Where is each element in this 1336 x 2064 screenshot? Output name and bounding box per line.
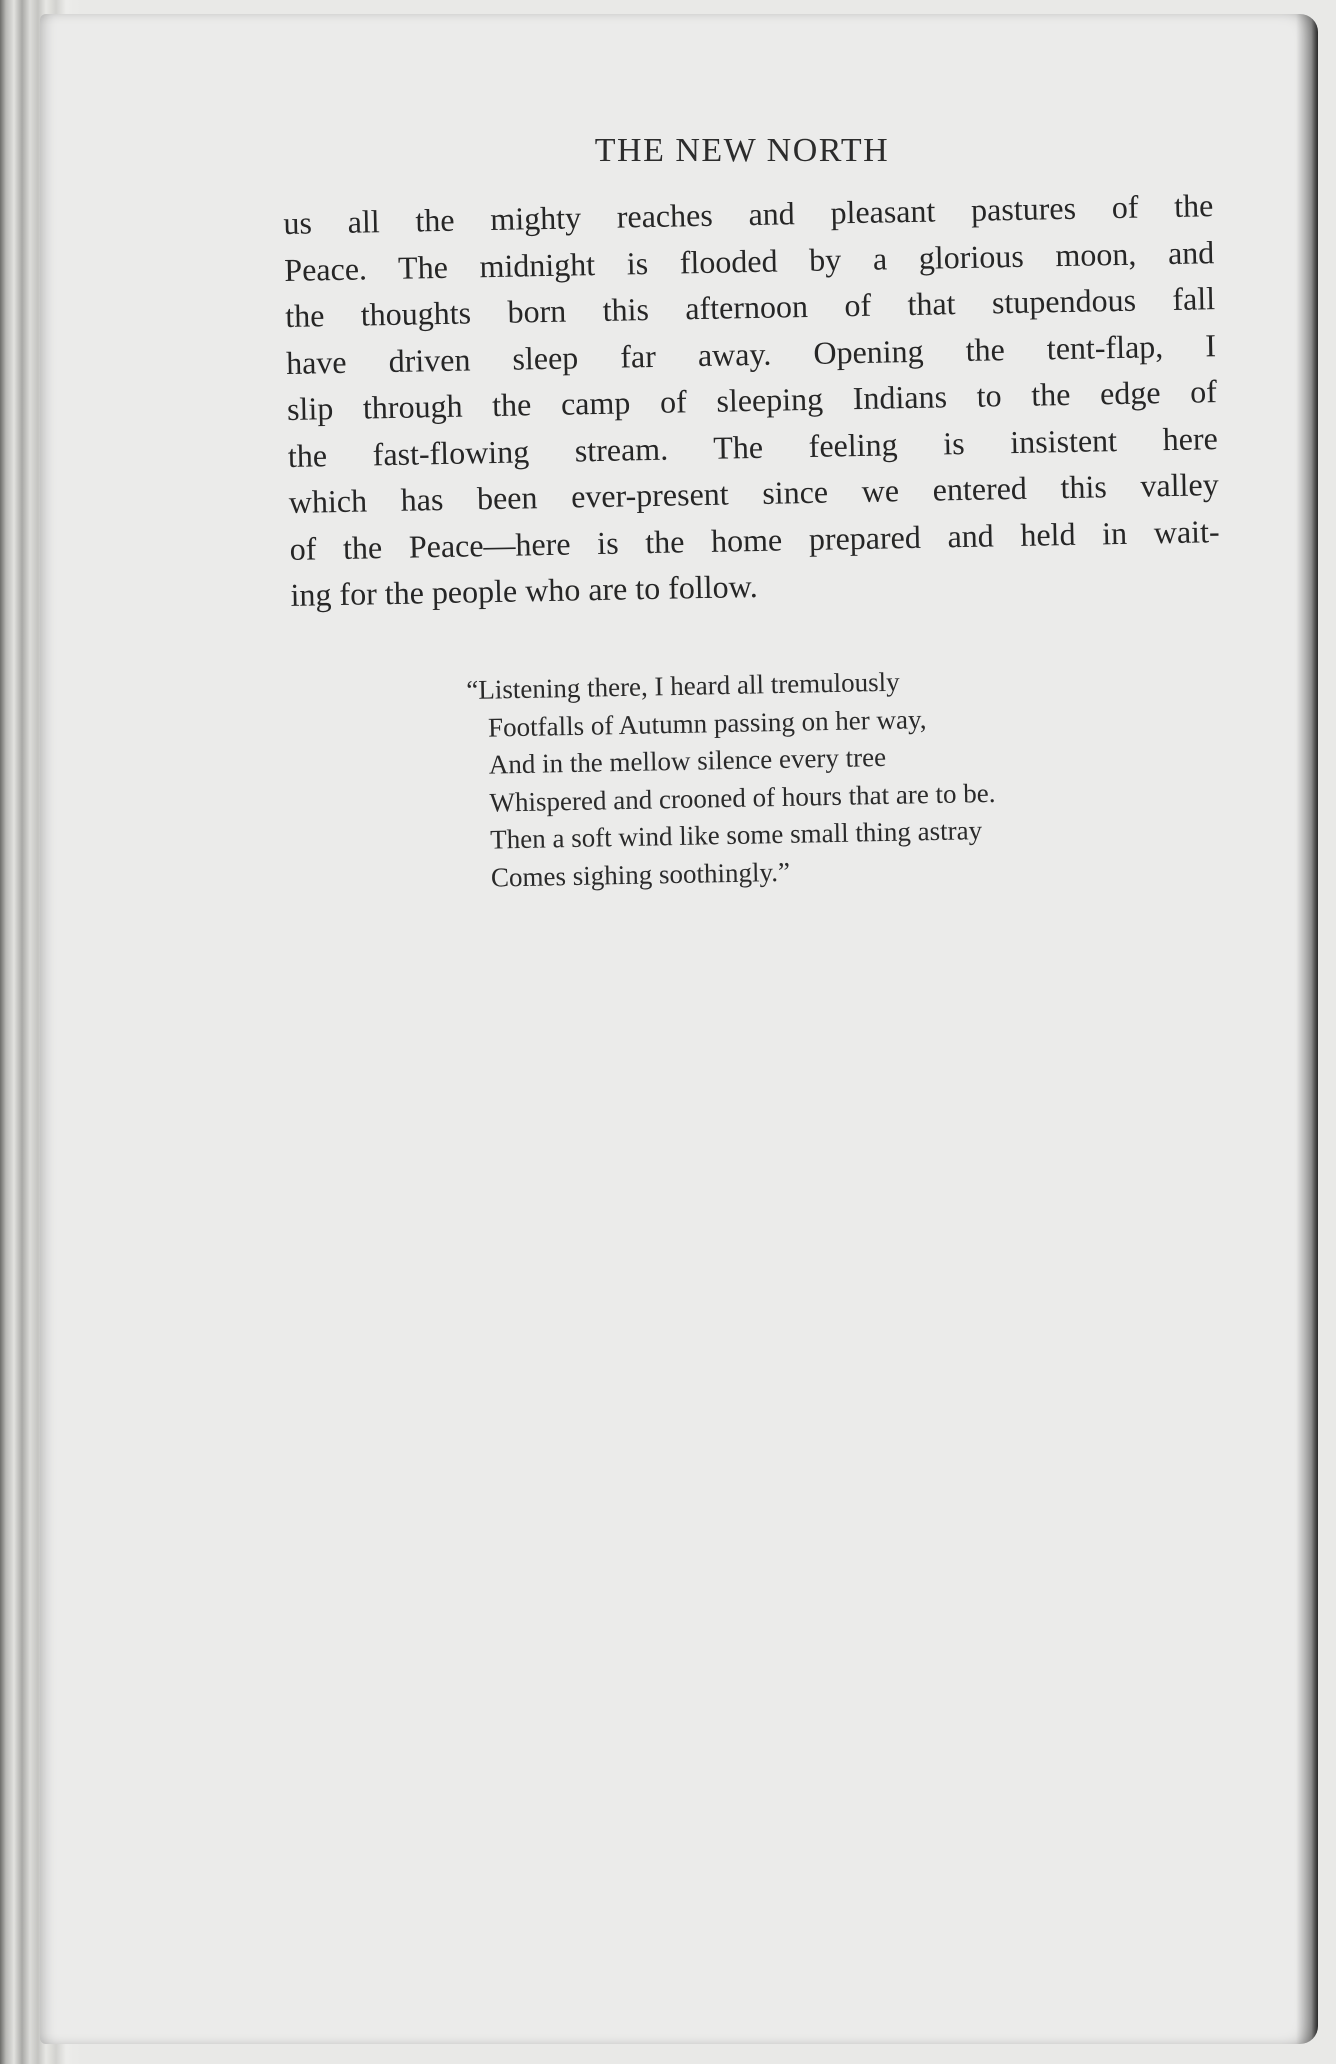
paragraph-line: Peace. The midnight is flooded by a glorious moon, and xyxy=(283,233,1215,288)
paragraph-line: the thoughts born this afternoon of that stupendous fall xyxy=(284,280,1216,334)
running-head: THE NEW NORTH xyxy=(594,132,890,169)
verse-quotation xyxy=(466,662,997,898)
paragraph-line: ing for the people who are to follow. xyxy=(290,567,758,613)
verse-line: Footfalls of Autumn passing on her way, xyxy=(487,703,927,743)
verse-line: Whispered and crooned of hours that are to be. xyxy=(489,777,996,818)
paragraph-line: of the Peace—here is the home prepared and held in wait- xyxy=(289,512,1220,567)
paragraph-line: which has been ever-present since we entered this valley xyxy=(288,466,1219,520)
verse-line: “Listening there, I heard all tremulously xyxy=(466,666,900,705)
book-page xyxy=(40,14,1318,2044)
verse-line: Comes sighing soothingly.” xyxy=(490,856,791,893)
paragraph-line: have driven sleep far away. Opening the tent-flap, I xyxy=(285,326,1217,381)
verse-line: Then a soft wind like some small thing astray xyxy=(489,815,983,855)
paragraph-line: the fast-flowing stream. The feeling is insistent here xyxy=(287,419,1219,474)
verse-line: And in the mellow silence every tree xyxy=(488,742,887,780)
paragraph-line: us all the mighty reaches and pleasant pastures of the xyxy=(283,187,1214,241)
paragraph-line: slip through the camp of sleeping Indians to the edge of xyxy=(286,373,1218,427)
body-paragraph xyxy=(283,182,1221,618)
